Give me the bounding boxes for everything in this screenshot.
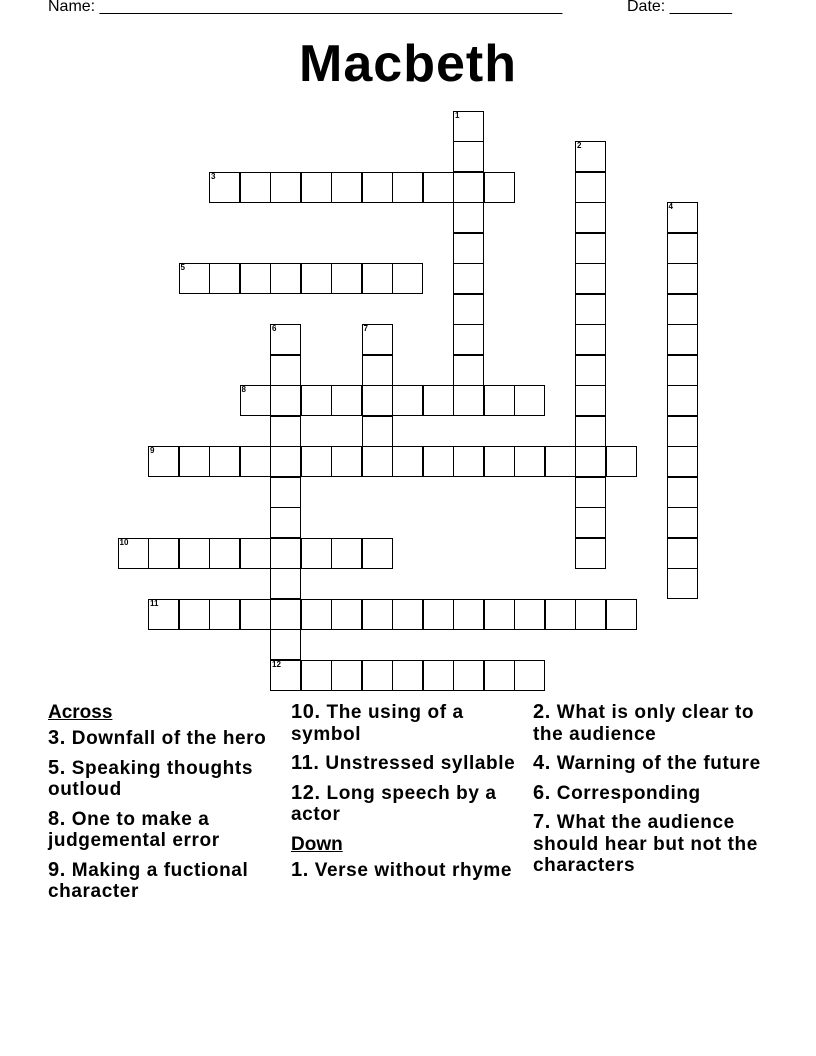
clue-down-1	[291, 860, 531, 882]
grid-cell[interactable]	[667, 324, 698, 355]
grid-cell[interactable]	[179, 446, 210, 477]
grid-cell[interactable]	[484, 446, 515, 477]
clue-text: Long speech by a actor	[291, 782, 497, 825]
grid-cell[interactable]	[209, 263, 240, 294]
grid-cell[interactable]	[179, 538, 210, 569]
grid-cell[interactable]	[270, 568, 301, 599]
clue-text: Corresponding	[556, 782, 701, 804]
grid-cell[interactable]	[453, 263, 484, 294]
grid-cell[interactable]	[667, 568, 698, 599]
clue-down-6	[533, 783, 773, 805]
clue-text: Verse without rhyme	[314, 859, 513, 881]
grid-cell[interactable]	[667, 416, 698, 447]
grid-cell[interactable]	[575, 416, 606, 447]
grid-cell[interactable]	[270, 507, 301, 538]
clue-across-12	[291, 783, 531, 826]
grid-cell[interactable]	[392, 660, 423, 691]
grid-cell[interactable]	[484, 385, 515, 416]
grid-cell[interactable]	[575, 294, 606, 325]
grid-cell[interactable]	[331, 263, 362, 294]
grid-cell[interactable]	[575, 538, 606, 569]
grid-cell[interactable]	[331, 385, 362, 416]
grid-cell[interactable]	[331, 538, 362, 569]
grid-cell[interactable]	[270, 599, 301, 630]
grid-cell[interactable]	[453, 172, 484, 203]
grid-cell[interactable]	[575, 385, 606, 416]
grid-cell[interactable]	[301, 660, 332, 691]
clue-number: 2.	[533, 701, 551, 723]
clue-across-9	[48, 860, 288, 903]
clue-number: 1.	[291, 858, 309, 881]
grid-cell[interactable]	[575, 324, 606, 355]
grid-cell[interactable]	[270, 355, 301, 386]
grid-cell[interactable]	[667, 202, 698, 233]
grid-cell[interactable]	[453, 141, 484, 172]
name-field[interactable]: Name: ____________________________________________________	[48, 0, 563, 15]
grid-cell[interactable]	[362, 324, 393, 355]
clue-down-7	[533, 812, 773, 877]
grid-cell[interactable]	[209, 599, 240, 630]
grid-cell[interactable]	[392, 172, 423, 203]
clue-number: 5.	[48, 756, 66, 779]
grid-cell[interactable]	[667, 263, 698, 294]
grid-cell[interactable]	[270, 629, 301, 660]
grid-cell[interactable]	[423, 446, 454, 477]
grid-cell[interactable]	[667, 233, 698, 264]
grid-cell[interactable]	[331, 660, 362, 691]
grid-cell[interactable]	[575, 477, 606, 508]
grid-cell[interactable]	[270, 172, 301, 203]
clue-number: 4.	[533, 752, 551, 774]
grid-cell[interactable]	[209, 538, 240, 569]
grid-cell[interactable]	[453, 446, 484, 477]
clue-text: Warning of the future	[556, 753, 761, 774]
grid-cell[interactable]	[362, 172, 393, 203]
clue-across-3	[48, 728, 288, 750]
grid-cell[interactable]	[575, 599, 606, 630]
grid-cell[interactable]	[270, 385, 301, 416]
clue-across-11	[291, 753, 531, 775]
clue-down-2	[533, 702, 773, 745]
clue-down-4	[533, 753, 773, 775]
grid-cell[interactable]	[545, 599, 576, 630]
grid-cell[interactable]	[423, 172, 454, 203]
grid-cell[interactable]	[453, 660, 484, 691]
clue-column-2	[291, 702, 531, 889]
grid-cell[interactable]	[148, 446, 179, 477]
cell-number: 3	[211, 171, 216, 181]
grid-cell[interactable]	[240, 538, 271, 569]
grid-cell[interactable]	[667, 385, 698, 416]
cell-number: 1	[455, 110, 460, 120]
grid-cell[interactable]	[514, 660, 545, 691]
grid-cell[interactable]	[301, 538, 332, 569]
grid-cell[interactable]	[575, 446, 606, 477]
grid-cell[interactable]	[209, 446, 240, 477]
grid-cell[interactable]	[362, 599, 393, 630]
grid-cell[interactable]	[392, 599, 423, 630]
clue-text: One to make a judgemental error	[48, 808, 220, 851]
clue-number: 6.	[533, 781, 551, 804]
grid-cell[interactable]	[362, 416, 393, 447]
cell-number: 4	[668, 202, 673, 211]
grid-cell[interactable]	[545, 446, 576, 477]
grid-cell[interactable]	[179, 599, 210, 630]
grid-cell[interactable]	[118, 538, 149, 569]
down-heading: Down	[291, 833, 343, 855]
clue-across-10	[291, 702, 531, 745]
grid-cell[interactable]	[575, 507, 606, 538]
grid-cell[interactable]	[270, 660, 301, 691]
clue-text: What is only clear to the audience	[533, 702, 755, 745]
grid-cell[interactable]	[484, 599, 515, 630]
grid-cell[interactable]	[575, 141, 606, 172]
grid-cell[interactable]	[179, 263, 210, 294]
clue-text: Making a fuctional character	[48, 859, 249, 902]
clue-text: Speaking thoughts outloud	[48, 757, 253, 800]
grid-cell[interactable]	[362, 385, 393, 416]
grid-cell[interactable]	[301, 263, 332, 294]
grid-cell[interactable]	[484, 172, 515, 203]
grid-cell[interactable]	[240, 599, 271, 630]
clue-number: 12.	[291, 781, 321, 804]
grid-cell[interactable]	[514, 385, 545, 416]
clue-text: The using of a symbol	[291, 702, 464, 745]
grid-cell[interactable]	[362, 660, 393, 691]
grid-cell[interactable]	[575, 233, 606, 264]
clue-number: 10.	[291, 701, 321, 723]
cell-number: 2	[577, 141, 582, 150]
clue-across-5	[48, 758, 288, 801]
page-title: Macbeth	[299, 35, 517, 93]
grid-cell[interactable]	[423, 599, 454, 630]
clue-number: 7.	[533, 811, 551, 833]
grid-cell[interactable]	[484, 660, 515, 691]
grid-cell[interactable]	[270, 324, 301, 355]
cell-number: 12	[272, 659, 281, 669]
cell-number: 8	[241, 385, 246, 394]
grid-cell[interactable]	[392, 263, 423, 294]
grid-cell[interactable]	[667, 538, 698, 569]
grid-cell[interactable]	[240, 172, 271, 203]
grid-cell[interactable]	[575, 263, 606, 294]
cell-number: 9	[150, 446, 155, 455]
clue-text: Unstressed syllable	[325, 753, 516, 774]
grid-cell[interactable]	[270, 446, 301, 477]
grid-cell[interactable]	[331, 172, 362, 203]
cell-number: 6	[272, 324, 277, 333]
grid-cell[interactable]	[148, 538, 179, 569]
grid-cell[interactable]	[301, 172, 332, 203]
grid-cell[interactable]	[453, 233, 484, 264]
grid-cell[interactable]	[270, 416, 301, 447]
grid-cell[interactable]	[453, 202, 484, 233]
grid-cell[interactable]	[240, 446, 271, 477]
grid-cell[interactable]	[514, 446, 545, 477]
grid-cell[interactable]	[362, 263, 393, 294]
across-heading: Across	[48, 702, 113, 723]
clue-number: 8.	[48, 807, 66, 830]
grid-cell[interactable]	[270, 263, 301, 294]
grid-cell[interactable]	[667, 294, 698, 325]
grid-cell[interactable]	[240, 263, 271, 294]
grid-cell[interactable]	[270, 477, 301, 508]
clue-number: 3.	[48, 727, 66, 749]
grid-cell[interactable]	[606, 446, 637, 477]
grid-cell[interactable]	[575, 202, 606, 233]
grid-cell[interactable]	[453, 111, 484, 142]
grid-cell[interactable]	[301, 599, 332, 630]
clue-column-1	[48, 702, 288, 911]
cell-number: 7	[363, 324, 368, 333]
grid-cell[interactable]	[453, 355, 484, 386]
grid-cell[interactable]	[606, 599, 637, 630]
grid-cell[interactable]	[270, 538, 301, 569]
grid-cell[interactable]	[667, 355, 698, 386]
clue-column-3	[533, 702, 773, 885]
grid-cell[interactable]	[331, 599, 362, 630]
grid-cell[interactable]	[331, 446, 362, 477]
cell-number: 11	[150, 598, 159, 608]
grid-cell[interactable]	[209, 172, 240, 203]
grid-cell[interactable]	[514, 599, 545, 630]
grid-cell[interactable]	[575, 172, 606, 203]
clue-across-8	[48, 809, 288, 852]
grid-cell[interactable]	[423, 660, 454, 691]
grid-cell[interactable]	[362, 446, 393, 477]
grid-cell[interactable]	[667, 477, 698, 508]
grid-cell[interactable]	[301, 385, 332, 416]
grid-cell[interactable]	[667, 507, 698, 538]
date-field[interactable]: Date: _______	[627, 0, 732, 15]
grid-cell[interactable]	[392, 446, 423, 477]
cell-number: 5	[180, 263, 185, 272]
clue-text: What the audience should hear but not the characters	[533, 812, 758, 876]
grid-cell[interactable]	[575, 355, 606, 386]
grid-cell[interactable]	[148, 599, 179, 630]
grid-cell[interactable]	[240, 385, 271, 416]
grid-cell[interactable]	[392, 385, 423, 416]
grid-cell[interactable]	[301, 446, 332, 477]
cell-number: 10	[119, 537, 129, 547]
grid-cell[interactable]	[453, 385, 484, 416]
grid-cell[interactable]	[362, 538, 393, 569]
grid-cell[interactable]	[362, 355, 393, 386]
grid-cell[interactable]	[667, 446, 698, 477]
grid-cell[interactable]	[453, 294, 484, 325]
clue-text: Downfall of the hero	[71, 728, 267, 749]
grid-cell[interactable]	[453, 599, 484, 630]
clue-number: 9.	[48, 858, 66, 881]
grid-cell[interactable]	[453, 324, 484, 355]
clue-number: 11.	[291, 752, 320, 774]
grid-cell[interactable]	[423, 385, 454, 416]
